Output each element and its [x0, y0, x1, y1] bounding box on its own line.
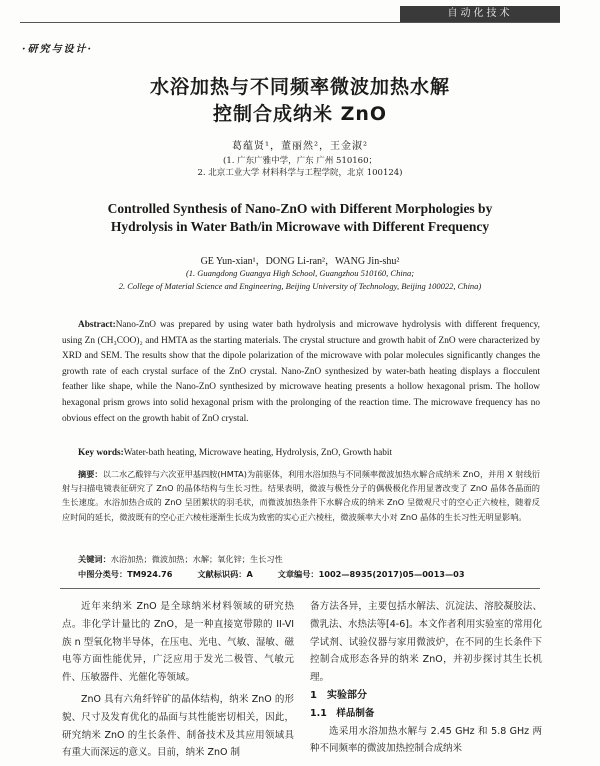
english-affiliations [0, 267, 600, 293]
body-right-column [310, 598, 542, 758]
clc-number: 中图分类号：TM924.76 [78, 569, 173, 579]
chinese-title-line-2: 控制合成纳米 ZnO [212, 103, 388, 125]
document-code: 文献标识码：A [197, 569, 253, 579]
chinese-abstract [62, 467, 540, 524]
english-title [0, 200, 600, 236]
english-authors: GE Yun-xian¹，DONG Li-ran²，WANG Jin-shu² [200, 256, 400, 267]
right-paragraph-1: 备方法各异，主要包括水解法、沉淀法、溶胶凝胶法、微乳法、水热法等[4-6]。本文作者利用实验室的常用化学试剂、试验仪器与家用微波炉，在不同的生长条件下控制合成形态各异的纳米 ZnO，并初步探讨其生长机理。 [310, 601, 542, 684]
english-title-line-1: Controlled Synthesis of Nano-ZnO with Different Morphologies by [107, 201, 493, 216]
classification-line [78, 569, 548, 580]
english-title-line-2: Hydrolysis in Water Bath/in Microwave with Different Frequency [110, 219, 490, 234]
section-tag: ·研究与设计· [22, 44, 93, 55]
section-1-1-heading: 1.1 样品制备 [310, 707, 375, 719]
chinese-abstract-text: 以二水乙酸锌与六次亚甲基四胺(HMTA)为前驱体，利用水浴加热与不同频率微波加热水解合成纳米 ZnO，并用 X 射线衍射与扫描电镜表征研究了 ZnO 的晶体结构与生长习性。结果表明，微波与极性分子的偶极极化作用显著改变了 ZnO 晶体各晶面的生长速度。水浴加热合成的 ZnO 呈团絮状的羽毛状，而微波加热条件下水解合成的纳米 ZnO 呈微观尺寸的空心正六棱柱，随着反应时间的延长，微波既有的空心正六棱柱逐渐生长成为致密的实心正六棱柱，微波频率大小对 ZnO 晶体的生长习性无明显影响。 [62, 469, 540, 522]
english-abstract-text: Nano-ZnO was prepared by using water bath hydrolysis and microwave hydrolysis with different frequency, using Zn (CH₃COO)₂ and HMTA as the starting materials. The crystal structure and growth habit of ZnO were characterized by XRD and SEM. The results show that the dipole polarization of the microwave with polar molecules significantly changes the growth rate of each crystal surface of the ZnO crystal. Nano-ZnO synthesized by water-bath heating displays a flocculent feather like shape, while the Nano-ZnO synthesized by microwave heating presents a hollow hexagonal prism. The hollow hexagonal prism grows into solid hexagonal prism with the prolonging of the reaction time. The microwave frequency has no obvious effect on the growth habit of ZnO crystal. [62, 320, 540, 424]
chinese-keywords [78, 554, 548, 565]
chinese-title [0, 74, 600, 128]
body-left-column [62, 598, 294, 766]
chinese-affiliations [0, 155, 600, 179]
english-affiliation-1: (1. Guangdong Guangya High School, Guangzhou 510160, China; [185, 268, 415, 278]
chinese-title-line-1: 水浴加热与不同频率微波加热水解 [149, 76, 450, 98]
body-divider [60, 588, 540, 589]
english-keywords-label: Key words: [78, 448, 124, 458]
intro-paragraph-2: ZnO 具有六角纤锌矿的晶体结构，纳米 ZnO 的形貌、尺寸及发育优化的晶面与其性能密切相关，因此，研究纳米 ZnO 的生长条件、制备技术及其应用领域具有重大而深远的意义。目前，纳米 ZnO 制 [62, 693, 294, 759]
article-number: 文章编号：1002—8935(2017)05—0013—03 [277, 569, 465, 579]
journal-name-banner: 自动化技术 [400, 6, 560, 22]
header-rule [20, 22, 560, 23]
english-keywords-text: Water-bath heating, Microwave heating, Hydrolysis, ZnO, Growth habit [123, 448, 393, 458]
chinese-affiliation-2: 2. 北京工业大学 材料科学与工程学院，北京 100124) [197, 168, 403, 178]
chinese-keywords-label: 关键词： [78, 554, 111, 564]
english-abstract-label: Abstract: [78, 320, 116, 330]
chinese-affiliation-1: (1. 广东广雅中学，广东 广州 510160； [223, 156, 377, 166]
intro-paragraph-1: 近年来纳米 ZnO 是全球纳米材料领域的研究热点。非化学计量比的 ZnO，是一种直接宽带隙的 II-VI 族 n 型氧化物半导体，在压电、光电、气敏、湿敏、磁电等方面性能优异，广泛应用于发光二极管、气敏元件、压敏器件、光催化等领域。 [62, 601, 294, 684]
english-abstract [62, 318, 540, 427]
english-affiliation-2: 2. College of Material Science and Engineering, Beijing University of Technology, Beijing 100022, China) [118, 281, 482, 291]
chinese-authors: 葛蕴贤¹，董丽然²，王金淑² [231, 141, 369, 152]
chinese-abstract-label: 摘要： [78, 469, 103, 479]
right-paragraph-2: 选采用水浴加热水解与 2.45 GHz 和 5.8 GHz 两种不同频率的微波加热控制合成纳米 [310, 725, 542, 755]
section-1-heading: 1 实验部分 [310, 689, 367, 701]
english-keywords [78, 448, 548, 458]
chinese-keywords-text: 水浴加热；微波加热；水解；氧化锌；生长习性 [110, 554, 283, 564]
